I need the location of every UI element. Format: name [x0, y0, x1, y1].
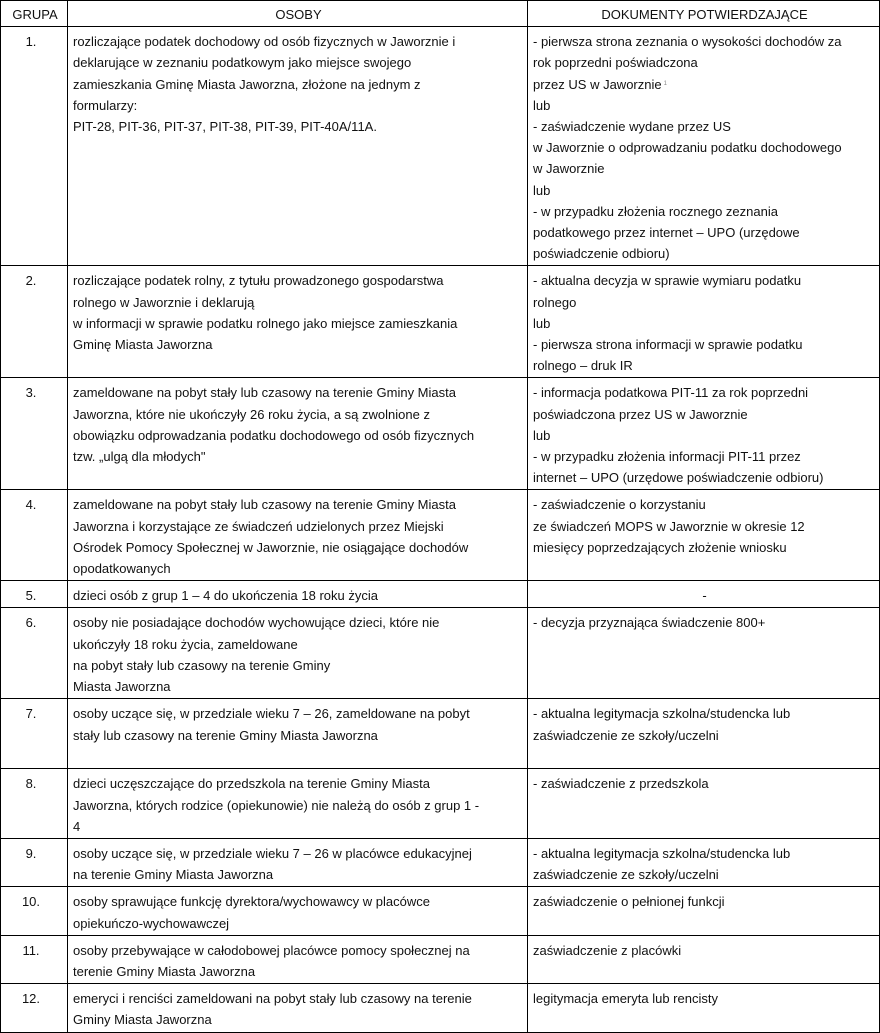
documents-line-text: lub: [533, 182, 551, 198]
persons-cell: [68, 838, 528, 886]
persons-cell: [68, 27, 528, 266]
documents-line-text: w Jaworznie o odprowadzaniu podatku dochodowego: [533, 140, 842, 156]
documents-line-text: ze świadczeń MOPS w Jaworznie w okresie 12: [533, 518, 805, 534]
documents-line-text: zaświadczenie ze szkoły/uczelni: [533, 867, 719, 883]
persons-line: rolnego w Jaworznie i deklarują: [73, 294, 255, 310]
documents-line: [533, 355, 876, 376]
persons-cell: [68, 984, 528, 1032]
persons-cell: [68, 378, 528, 490]
persons-line: osoby przebywające w całodobowej placówce pomocy społecznej na: [73, 942, 470, 958]
group-number: 3.: [1, 378, 68, 490]
persons-line: Ośrodek Pomocy Społecznej w Jaworznie, nie osiągające dochodów: [73, 539, 469, 555]
documents-line: [533, 74, 876, 95]
persons-line: zamieszkania Gminę Miasta Jaworzna, złożone na jednym z: [73, 76, 421, 92]
documents-line-text: przez US w Jaworznie: [533, 76, 662, 92]
documents-line-text: legitymacja emeryta lub rencisty: [533, 991, 718, 1007]
documents-line: [533, 334, 876, 355]
documents-line: [533, 243, 876, 264]
persons-cell: [68, 769, 528, 839]
documents-line: [533, 585, 876, 606]
documents-line: [533, 703, 876, 724]
documents-cell: [528, 581, 880, 608]
documents-line: [533, 773, 876, 794]
documents-cell: [528, 769, 880, 839]
table-row: [1, 378, 880, 490]
documents-line: [533, 843, 876, 864]
persons-line: Gminy Miasta Jaworzna: [73, 1012, 212, 1028]
table-row: [1, 887, 880, 935]
documents-line: [533, 95, 876, 116]
group-number: 6.: [1, 608, 68, 699]
persons-line: dzieci osób z grup 1 – 4 do ukończenia 18 roku życia: [73, 588, 378, 604]
persons-line: rozliczające podatek rolny, z tytułu prowadzonego gospodarstwa: [73, 273, 444, 289]
persons-cell: [68, 266, 528, 378]
group-number: 10.: [1, 887, 68, 935]
documents-cell: [528, 935, 880, 983]
documents-line: [533, 537, 876, 558]
documents-line-text: - w przypadku złożenia rocznego zeznania: [533, 203, 778, 219]
table-header-row: [1, 1, 880, 27]
persons-line: deklarujące w zeznaniu podatkowym jako miejsce swojego: [73, 55, 412, 71]
documents-line-text: lub: [533, 315, 551, 331]
persons-line: Jaworzna, których rodzice (opiekunowie) nie należą do osób z grup 1 -: [73, 797, 480, 813]
documents-line: [533, 116, 876, 137]
documents-line: [533, 516, 876, 537]
documents-line: [533, 404, 876, 425]
documents-line: [533, 864, 876, 885]
persons-line: rozliczające podatek dochodowy od osób fizycznych w Jaworznie i: [73, 34, 456, 50]
group-number: 1.: [1, 27, 68, 266]
documents-line: [533, 137, 876, 158]
persons-line: ukończyły 18 roku życia, zameldowane: [73, 636, 298, 652]
documents-line-text: - zaświadczenie wydane przez US: [533, 119, 731, 135]
documents-cell: [528, 266, 880, 378]
documents-line: [533, 31, 876, 52]
group-number: 7.: [1, 699, 68, 769]
documents-line: [533, 180, 876, 201]
table-body: [1, 27, 880, 1032]
table-row: [1, 266, 880, 378]
group-number: 11.: [1, 935, 68, 983]
persons-line: 4: [73, 818, 81, 834]
documents-line: [533, 940, 876, 961]
documents-line: [533, 270, 876, 291]
documents-line-text: rolnego – druk IR: [533, 358, 633, 374]
documents-cell: [528, 838, 880, 886]
persons-line: zameldowane na pobyt stały lub czasowy na terenie Gminy Miasta: [73, 497, 456, 513]
group-number: 4.: [1, 490, 68, 581]
documents-line-text: rolnego: [533, 294, 577, 310]
persons-line: w informacji w sprawie podatku rolnego jako miejsce zamieszkania: [73, 315, 458, 331]
persons-line: Jaworzna, które nie ukończyły 26 roku życia, a są zwolnione z: [73, 406, 430, 422]
table-row: [1, 581, 880, 608]
documents-cell: [528, 984, 880, 1032]
persons-cell: [68, 490, 528, 581]
persons-line: stały lub czasowy na terenie Gminy Miasta Jaworzna: [73, 727, 378, 743]
documents-line: [533, 988, 876, 1009]
documents-line: [533, 52, 876, 73]
group-number: 2.: [1, 266, 68, 378]
documents-line-text: - aktualna legitymacja szkolna/studencka lub: [533, 845, 791, 861]
persons-line: osoby uczące się, w przedziale wieku 7 – 26 w placówce edukacyjnej: [73, 845, 472, 861]
persons-line: terenie Gminy Miasta Jaworzna: [73, 963, 256, 979]
persons-cell: [68, 935, 528, 983]
documents-line-text: lub: [533, 97, 551, 113]
documents-line-text: - pierwsza strona zeznania o wysokości dochodów za: [533, 34, 842, 50]
documents-line-text: - pierwsza strona informacji w sprawie podatku: [533, 337, 803, 353]
documents-cell: [528, 699, 880, 769]
documents-line: [533, 494, 876, 515]
documents-line-text: - zaświadczenie o korzystaniu: [533, 497, 706, 513]
table-row: [1, 935, 880, 983]
documents-line: [533, 292, 876, 313]
documents-line-text: zaświadczenie z placówki: [533, 942, 682, 958]
persons-line: emeryci i renciści zameldowani na pobyt stały lub czasowy na terenie: [73, 991, 472, 1007]
persons-cell: [68, 581, 528, 608]
documents-line: [533, 425, 876, 446]
documents-line-text: lub: [533, 427, 551, 443]
persons-line: zameldowane na pobyt stały lub czasowy na terenie Gminy Miasta: [73, 385, 456, 401]
persons-line: Gminę Miasta Jaworzna: [73, 337, 213, 353]
persons-line: Jaworzna i korzystające ze świadczeń udzielonych przez Miejski: [73, 518, 444, 534]
documents-line: [533, 158, 876, 179]
documents-line-text: - decyzja przyznająca świadczenie 800+: [533, 615, 766, 631]
persons-line: formularzy:: [73, 97, 138, 113]
group-number: 5.: [1, 581, 68, 608]
persons-line: Miasta Jaworzna: [73, 679, 171, 695]
documents-line-text: w Jaworznie: [533, 161, 605, 177]
persons-line: PIT-28, PIT-36, PIT-37, PIT-38, PIT-39, PIT-40A/11A.: [73, 119, 377, 135]
documents-line-text: internet – UPO (urzędowe poświadczenie odbioru): [533, 470, 824, 486]
documents-cell: [528, 27, 880, 266]
group-number: 9.: [1, 838, 68, 886]
documents-line-text: poświadczenie odbioru): [533, 246, 670, 262]
documents-cell: [528, 378, 880, 490]
documents-line-text: podatkowego przez internet – UPO (urzędowe: [533, 225, 800, 241]
documents-line-text: - informacja podatkowa PIT-11 za rok poprzedni: [533, 385, 809, 401]
table-row: [1, 490, 880, 581]
documents-line-text: - aktualna legitymacja szkolna/studencka lub: [533, 706, 791, 722]
documents-line: [533, 612, 876, 633]
documents-line-text: poświadczona przez US w Jaworznie: [533, 406, 748, 422]
documents-cell: [528, 608, 880, 699]
documents-line-text: rok poprzedni poświadczona: [533, 55, 698, 71]
persons-cell: [68, 699, 528, 769]
documents-line-text: zaświadczenie ze szkoły/uczelni: [533, 727, 719, 743]
documents-line: [533, 891, 876, 912]
group-number: 12.: [1, 984, 68, 1032]
documents-line-text: - aktualna decyzja w sprawie wymiaru podatku: [533, 273, 802, 289]
documents-line-text: miesięcy poprzedzających złożenie wniosku: [533, 539, 787, 555]
documents-line: [533, 725, 876, 746]
documents-line-text: - zaświadczenie z przedszkola: [533, 776, 709, 792]
table-row: [1, 984, 880, 1032]
documents-line: [533, 313, 876, 334]
table-row: [1, 769, 880, 839]
persons-line: dzieci uczęszczające do przedszkola na terenie Gminy Miasta: [73, 776, 430, 792]
header-documents: DOKUMENTY POTWIERDZAJĄCE: [528, 1, 880, 27]
table-row: [1, 608, 880, 699]
persons-cell: [68, 887, 528, 935]
documents-line-text: - w przypadku złożenia informacji PIT-11 przez: [533, 449, 801, 465]
persons-line: na terenie Gminy Miasta Jaworzna: [73, 867, 274, 883]
persons-line: obowiązku odprowadzania podatku dochodowego od osób fizycznych: [73, 427, 475, 443]
header-persons: OSOBY: [68, 1, 528, 27]
documents-line: [533, 467, 876, 488]
persons-line: opodatkowanych: [73, 561, 171, 577]
table-row: [1, 699, 880, 769]
documents-line: [533, 201, 876, 222]
persons-line: osoby sprawujące funkcję dyrektora/wychowawcy w placówce: [73, 894, 430, 910]
persons-line: tzw. „ulgą dla młodych": [73, 449, 206, 465]
table-row: [1, 838, 880, 886]
footnote-marker: 1: [663, 80, 667, 87]
header-group: GRUPA: [1, 1, 68, 27]
documents-line-text: zaświadczenie o pełnionej funkcji: [533, 894, 725, 910]
persons-line: opiekuńczo-wychowawczej: [73, 915, 230, 931]
documents-cell: [528, 490, 880, 581]
documents-line: [533, 446, 876, 467]
documents-line: [533, 382, 876, 403]
persons-cell: [68, 608, 528, 699]
table-row: [1, 27, 880, 266]
persons-line: osoby nie posiadające dochodów wychowujące dzieci, które nie: [73, 615, 440, 631]
documents-line: [533, 222, 876, 243]
persons-line: osoby uczące się, w przedziale wieku 7 – 26, zameldowane na pobyt: [73, 706, 470, 722]
group-number: 8.: [1, 769, 68, 839]
documents-cell: [528, 887, 880, 935]
persons-line: na pobyt stały lub czasowy na terenie Gminy: [73, 657, 331, 673]
documents-line-text: -: [702, 588, 707, 604]
